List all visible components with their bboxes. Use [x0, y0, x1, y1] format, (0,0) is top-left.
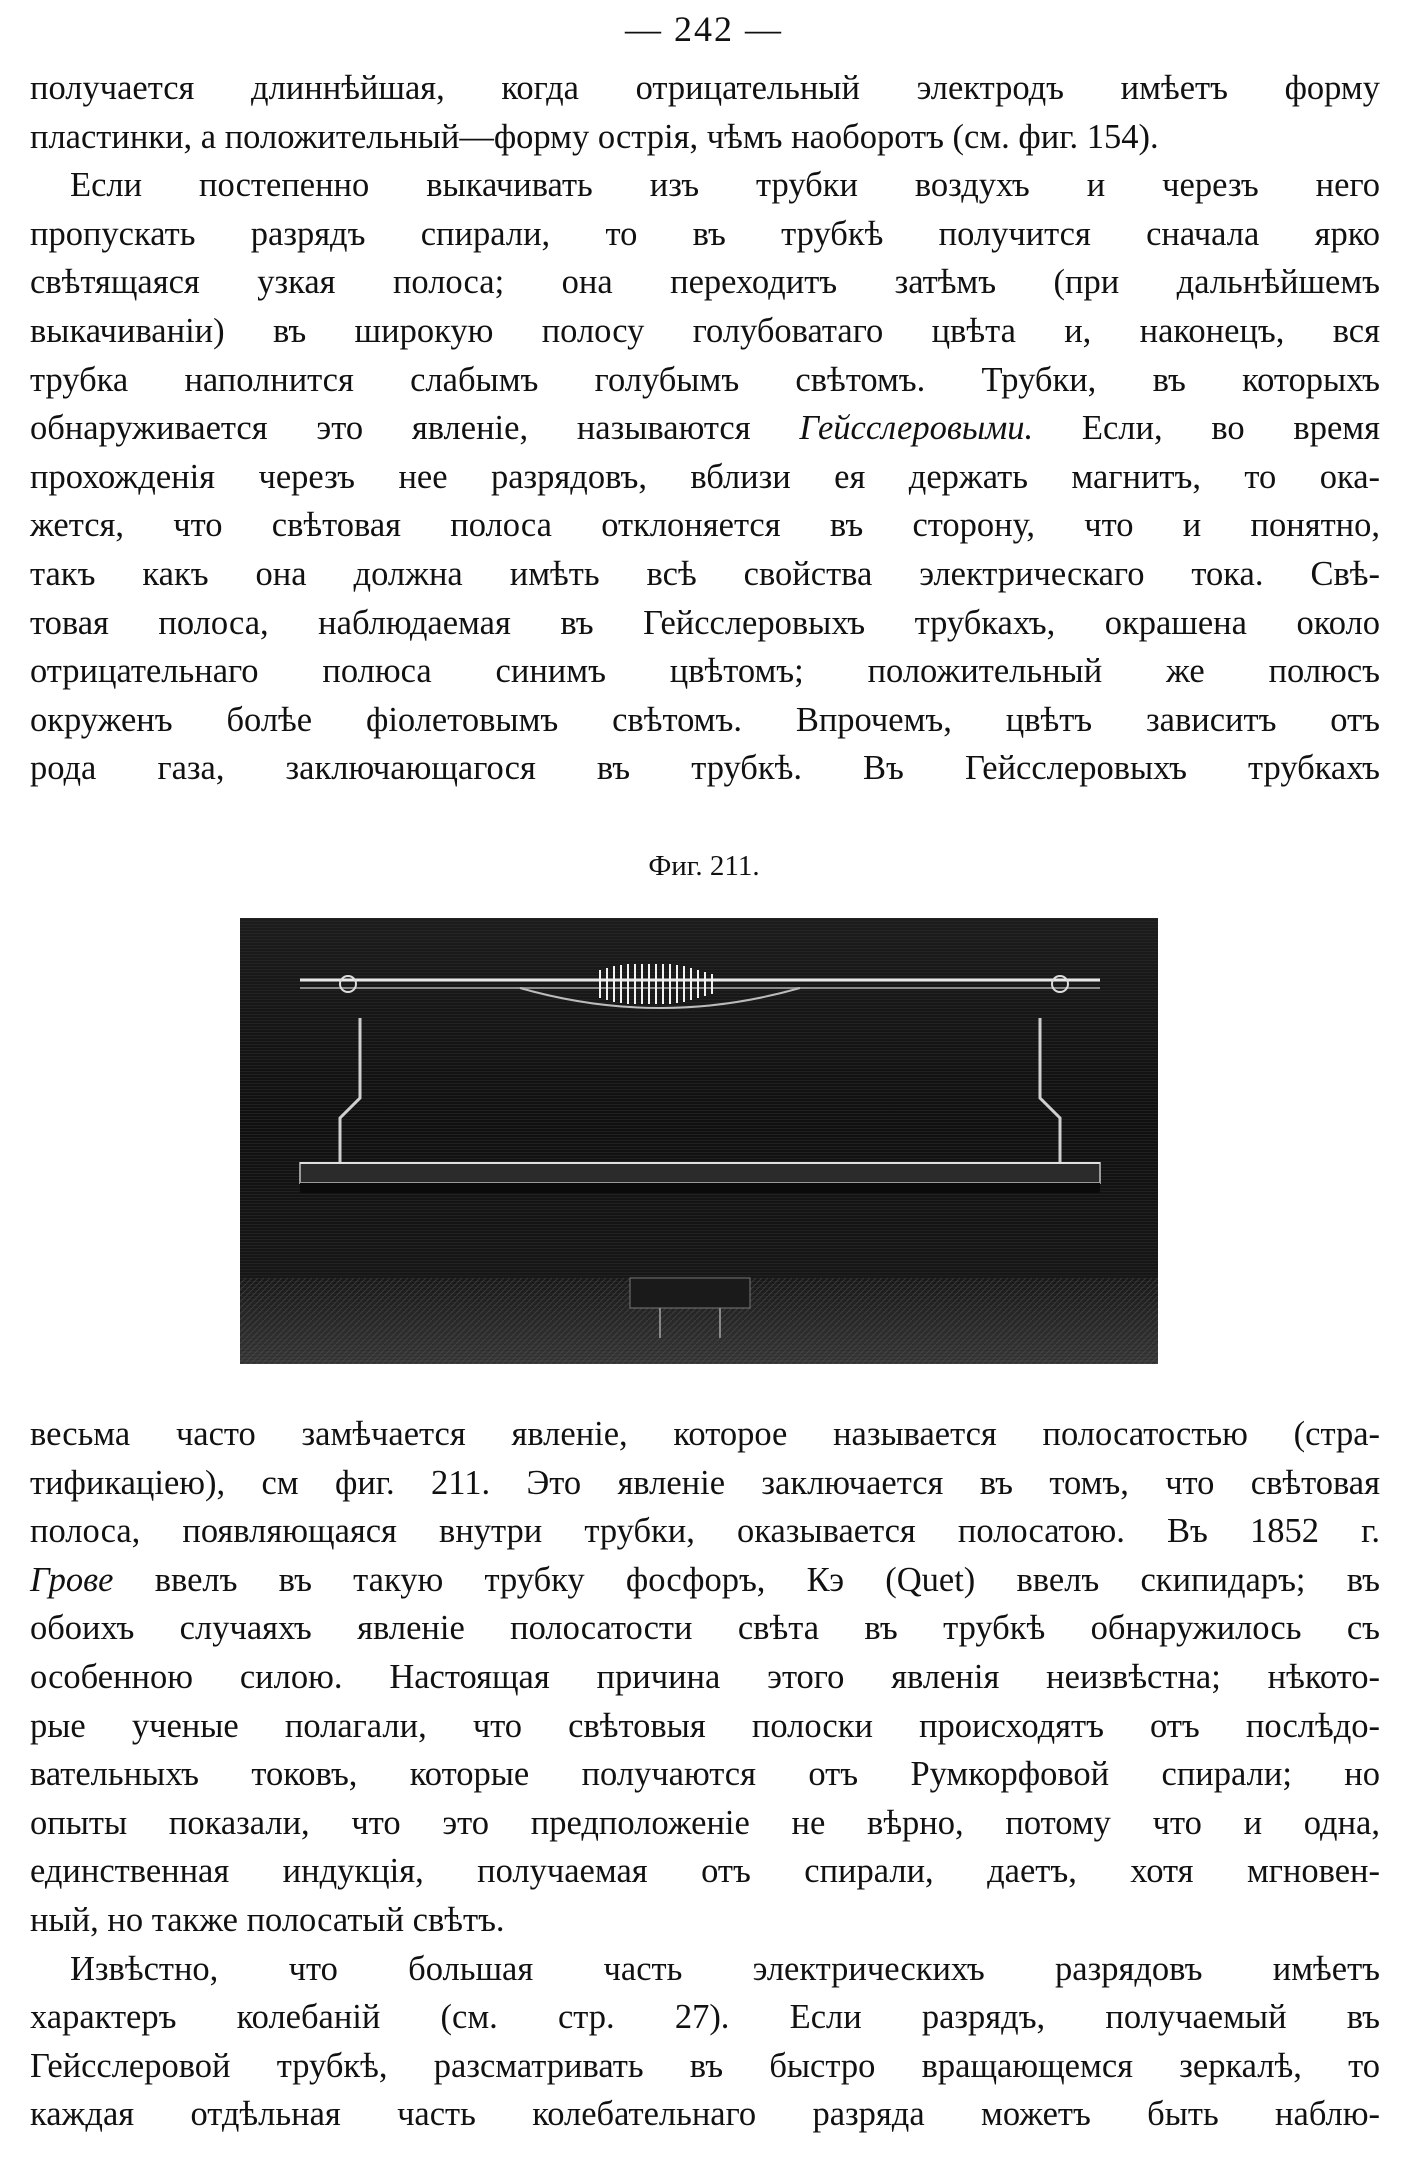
- text-line: отрицательнаго полюса синимъ цвѣтомъ; положительный же полюсъ: [30, 652, 1380, 691]
- text-line: Извѣстно, что большая часть электрическихъ разрядовъ имѣетъ: [70, 1949, 1380, 1988]
- text-line: свѣтящаяся узкая полоса; она переходитъ затѣмъ (при дальнѣйшемъ: [30, 263, 1380, 302]
- italic-term: Грове: [30, 1560, 114, 1599]
- italic-term: Гейсслеровыми.: [799, 409, 1034, 448]
- text-line: окруженъ болѣе фіолетовымъ свѣтомъ. Впрочемъ, цвѣтъ зависитъ отъ: [30, 700, 1380, 739]
- text-line: Гейсслеровой трубкѣ, разсматривать въ быстро вращающемся зеркалѣ, то: [30, 2046, 1380, 2085]
- text-line: Если постепенно выкачивать изъ трубки воздухъ и черезъ него: [70, 166, 1380, 205]
- text-line: весьма часто замѣчается явленіе, которое называется полосатостью (стра-: [30, 1415, 1380, 1453]
- text-line: пластинки, а положительный—форму острія, чѣмъ наоборотъ (см. фиг. 154).: [30, 117, 1159, 156]
- text-line: опыты показали, что это предположеніе не вѣрно, потому что и одна,: [30, 1803, 1380, 1842]
- text-line: получается длиннѣйшая, когда отрицательный электродъ имѣетъ форму: [30, 69, 1380, 107]
- text-block-upper: [30, 64, 1380, 793]
- geissler-tube-illustration: [240, 918, 1158, 1364]
- text-line: полоса, появляющаяся внутри трубки, оказывается полосатою. Въ 1852 г.: [30, 1512, 1380, 1551]
- geissler-tube-figure: [240, 918, 1158, 1364]
- text-line: тификаціею), см фиг. 211. Это явленіе заключается въ томъ, что свѣтовая: [30, 1463, 1380, 1502]
- text-line: трубка наполнится слабымъ голубымъ свѣтомъ. Трубки, въ которыхъ: [30, 360, 1380, 399]
- text-line: обнаруживается это явленіе, называются Гейсслеровыми. Если, во время: [30, 409, 1380, 448]
- text-line: такъ какъ она должна имѣть всѣ свойства электрическаго тока. Свѣ-: [30, 554, 1380, 593]
- text-line: пропускать разрядъ спирали, то въ трубкѣ получится сначала ярко: [30, 214, 1380, 253]
- text-line: товая полоса, наблюдаемая въ Гейсслеровыхъ трубкахъ, окрашена около: [30, 603, 1380, 642]
- text-line: прохожденія черезъ нее разрядовъ, вблизи ея держать магнитъ, то ока-: [30, 457, 1380, 496]
- text-line: жется, что свѣтовая полоса отклоняется въ сторону, что и понятно,: [30, 506, 1380, 545]
- text-line: каждая отдѣльная часть колебательнаго разряда можетъ быть наблю-: [30, 2095, 1380, 2134]
- text-line: рода газа, заключающагося въ трубкѣ. Въ Гейсслеровыхъ трубкахъ: [30, 749, 1380, 788]
- text-line: вательныхъ токовъ, которые получаются отъ Румкорфовой спирали; но: [30, 1755, 1380, 1794]
- text-line: единственная индукція, получаемая отъ спирали, даетъ, хотя мгновен-: [30, 1852, 1380, 1891]
- text-line: Грове ввелъ въ такую трубку фосфоръ, Кэ (Quet) ввелъ скипидаръ; въ: [30, 1560, 1380, 1599]
- text-line: рые ученые полагали, что свѣтовыя полоски происходятъ отъ послѣдо-: [30, 1706, 1380, 1745]
- text-block-lower: [30, 1410, 1380, 2139]
- text-line: обоихъ случаяхъ явленіе полосатости свѣта въ трубкѣ обнаружилось съ: [30, 1609, 1380, 1648]
- text-line: ный, но также полосатый свѣтъ.: [30, 1900, 505, 1939]
- page-number: — 242 —: [625, 9, 783, 49]
- figure-caption: Фиг. 211.: [648, 850, 760, 882]
- text-line: выкачиваніи) въ широкую полосу голубоватаго цвѣта и, наконецъ, вся: [30, 311, 1380, 350]
- text-line: характеръ колебаній (см. стр. 27). Если разрядъ, получаемый въ: [30, 1998, 1380, 2037]
- text-line: особенною силою. Настоящая причина этого явленія неизвѣстна; нѣкото-: [30, 1657, 1380, 1696]
